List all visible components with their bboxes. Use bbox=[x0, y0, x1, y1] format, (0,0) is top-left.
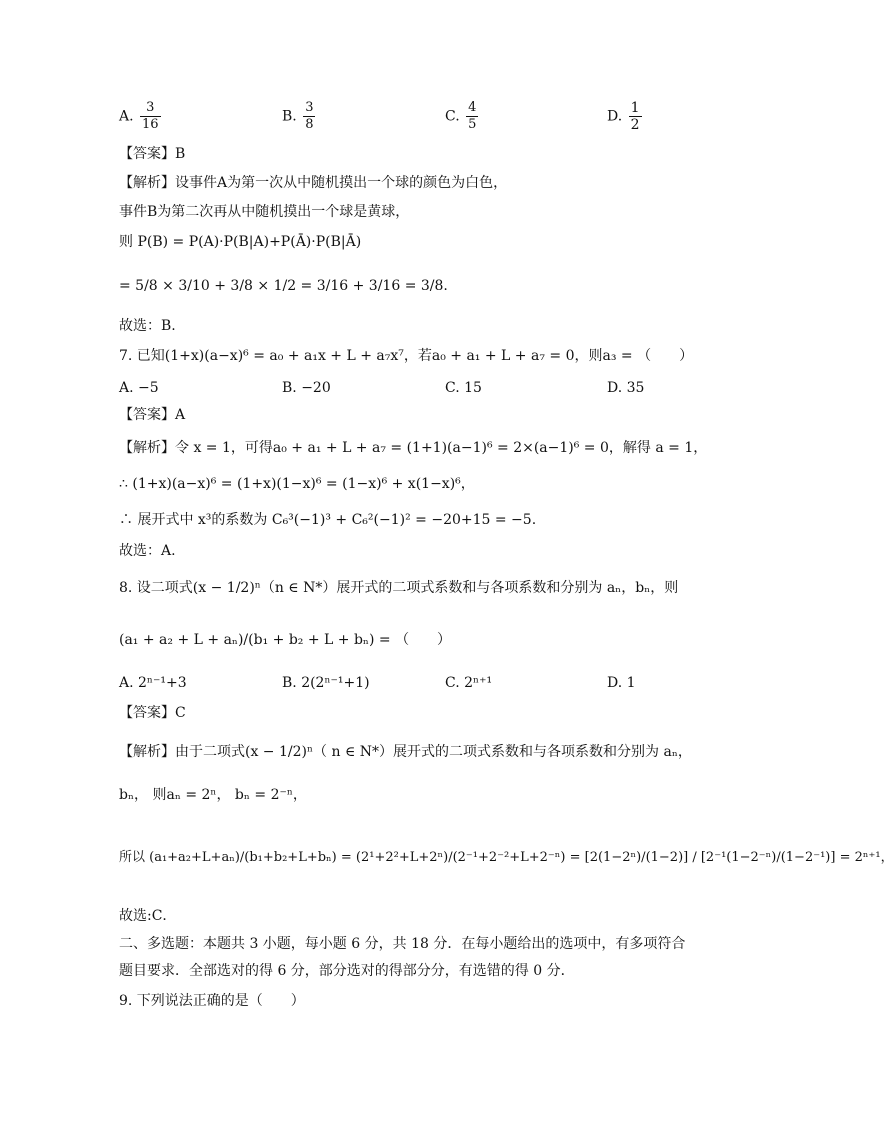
q6-analysis-2: 事件B为第二次再从中随机摸出一个球是黄球， bbox=[119, 204, 410, 220]
q7-option-d: D. 35 bbox=[607, 380, 645, 396]
q8-stem: 8. 设二项式(x − 1/2)ⁿ（n ∈ N*）展开式的二项式系数和与各项系数和分别为 aₙ，bₙ，则 bbox=[119, 580, 679, 596]
q6-d-den: 2 bbox=[630, 117, 640, 133]
q7-analysis-1: 【解析】令 x = 1，可得a₀ + a₁ + L + a₇ = (1+1)(a−1)⁶ = 2×(a−1)⁶ = 0，解得 a = 1， bbox=[119, 440, 708, 456]
q6-c-den: 5 bbox=[468, 117, 477, 132]
q7-conclusion: 故选：A. bbox=[119, 543, 176, 559]
q6-option-b: B. $\frac{3}{8}$ bbox=[282, 100, 314, 132]
q8-answer: 【答案】C bbox=[119, 705, 186, 721]
q6-c-num: 4 bbox=[468, 100, 477, 115]
q6-answer: 【答案】B bbox=[119, 146, 186, 162]
q7-option-c: C. 15 bbox=[445, 380, 482, 396]
q6-d-num: 1 bbox=[630, 100, 640, 116]
q7-stem: 7. 已知(1+x)(a−x)⁶ = a₀ + a₁x + L + a₇x⁷，若a₀ + a₁ + L + a₇ = 0，则a₃ = （ ） bbox=[119, 348, 694, 364]
q6-option-c: C. $\frac{4}{5}$ bbox=[445, 100, 477, 132]
q6-formula-2: = 5/8 × 3/10 + 3/8 × 1/2 = 3/16 + 3/16 = 3/8. bbox=[119, 278, 448, 294]
q8-conclusion: 故选:C． bbox=[119, 908, 177, 924]
q8-option-c: C. 2ⁿ⁺¹ bbox=[445, 675, 493, 691]
q6-formula-1: 则 P(B) = P(A)·P(B|A)+P(Ā)·P(B|Ā) bbox=[119, 234, 362, 250]
q7-option-a: A. −5 bbox=[119, 380, 159, 396]
q6-a-den: 16 bbox=[142, 117, 159, 132]
q8-analysis-1: 【解析】由于二项式(x − 1/2)ⁿ（ n ∈ N*）展开式的二项式系数和与各项系数和分别为 aₙ， bbox=[119, 744, 692, 760]
q6-analysis-1: 【解析】设事件A为第一次从中随机摸出一个球的颜色为白色， bbox=[119, 175, 508, 191]
q6-conclusion: 故选：B. bbox=[119, 318, 176, 334]
q8-stem-fraction: (a₁ + a₂ + L + aₙ)/(b₁ + b₂ + L + bₙ) = （ ） bbox=[119, 632, 452, 648]
q8-analysis-2: bₙ， 则aₙ = 2ⁿ， bₙ = 2⁻ⁿ， bbox=[119, 787, 307, 803]
q8-option-a: A. 2ⁿ⁻¹+3 bbox=[119, 675, 187, 691]
q6-b-den: 8 bbox=[305, 117, 314, 132]
q6-a-num: 3 bbox=[140, 100, 161, 117]
q7-analysis-2: ∴ (1+x)(a−x)⁶ = (1+x)(1−x)⁶ = (1−x)⁶ + x(1−x)⁶， bbox=[119, 476, 475, 492]
q7-analysis-3: ∴ 展开式中 x³的系数为 C₆³(−1)³ + C₆²(−1)² = −20+15 = −5. bbox=[119, 512, 537, 528]
section2-heading-line-2: 题目要求．全部选对的得 6 分，部分选对的得部分分，有选错的得 0 分． bbox=[119, 963, 575, 979]
q7-option-b: B. −20 bbox=[282, 380, 331, 396]
q7-answer: 【答案】A bbox=[119, 407, 186, 423]
section2-heading-line-1: 二、多选题：本题共 3 小题，每小题 6 分，共 18 分．在每小题给出的选项中，有多项符合 bbox=[119, 936, 686, 952]
q6-option-d: D. $\frac{1}{2}$ bbox=[607, 100, 640, 133]
q8-analysis-3: 所以 (a₁+a₂+L+aₙ)/(b₁+b₂+L+bₙ) = (2¹+2²+L+2ⁿ)/(2⁻¹+2⁻²+L+2⁻ⁿ) = [2(1−2ⁿ)/(1−2)] / [2⁻¹(1−2⁻ⁿ)/(1−2⁻¹)] = 2ⁿ⁺¹， bbox=[119, 850, 894, 865]
q8-option-b: B. 2(2ⁿ⁻¹+1) bbox=[282, 675, 370, 691]
q6-option-a: A. $\frac{3}{16}$ bbox=[119, 100, 159, 132]
q9-stem: 9. 下列说法正确的是（ ） bbox=[119, 993, 305, 1009]
q8-option-d: D. 1 bbox=[607, 675, 636, 691]
q6-b-num: 3 bbox=[305, 100, 314, 115]
